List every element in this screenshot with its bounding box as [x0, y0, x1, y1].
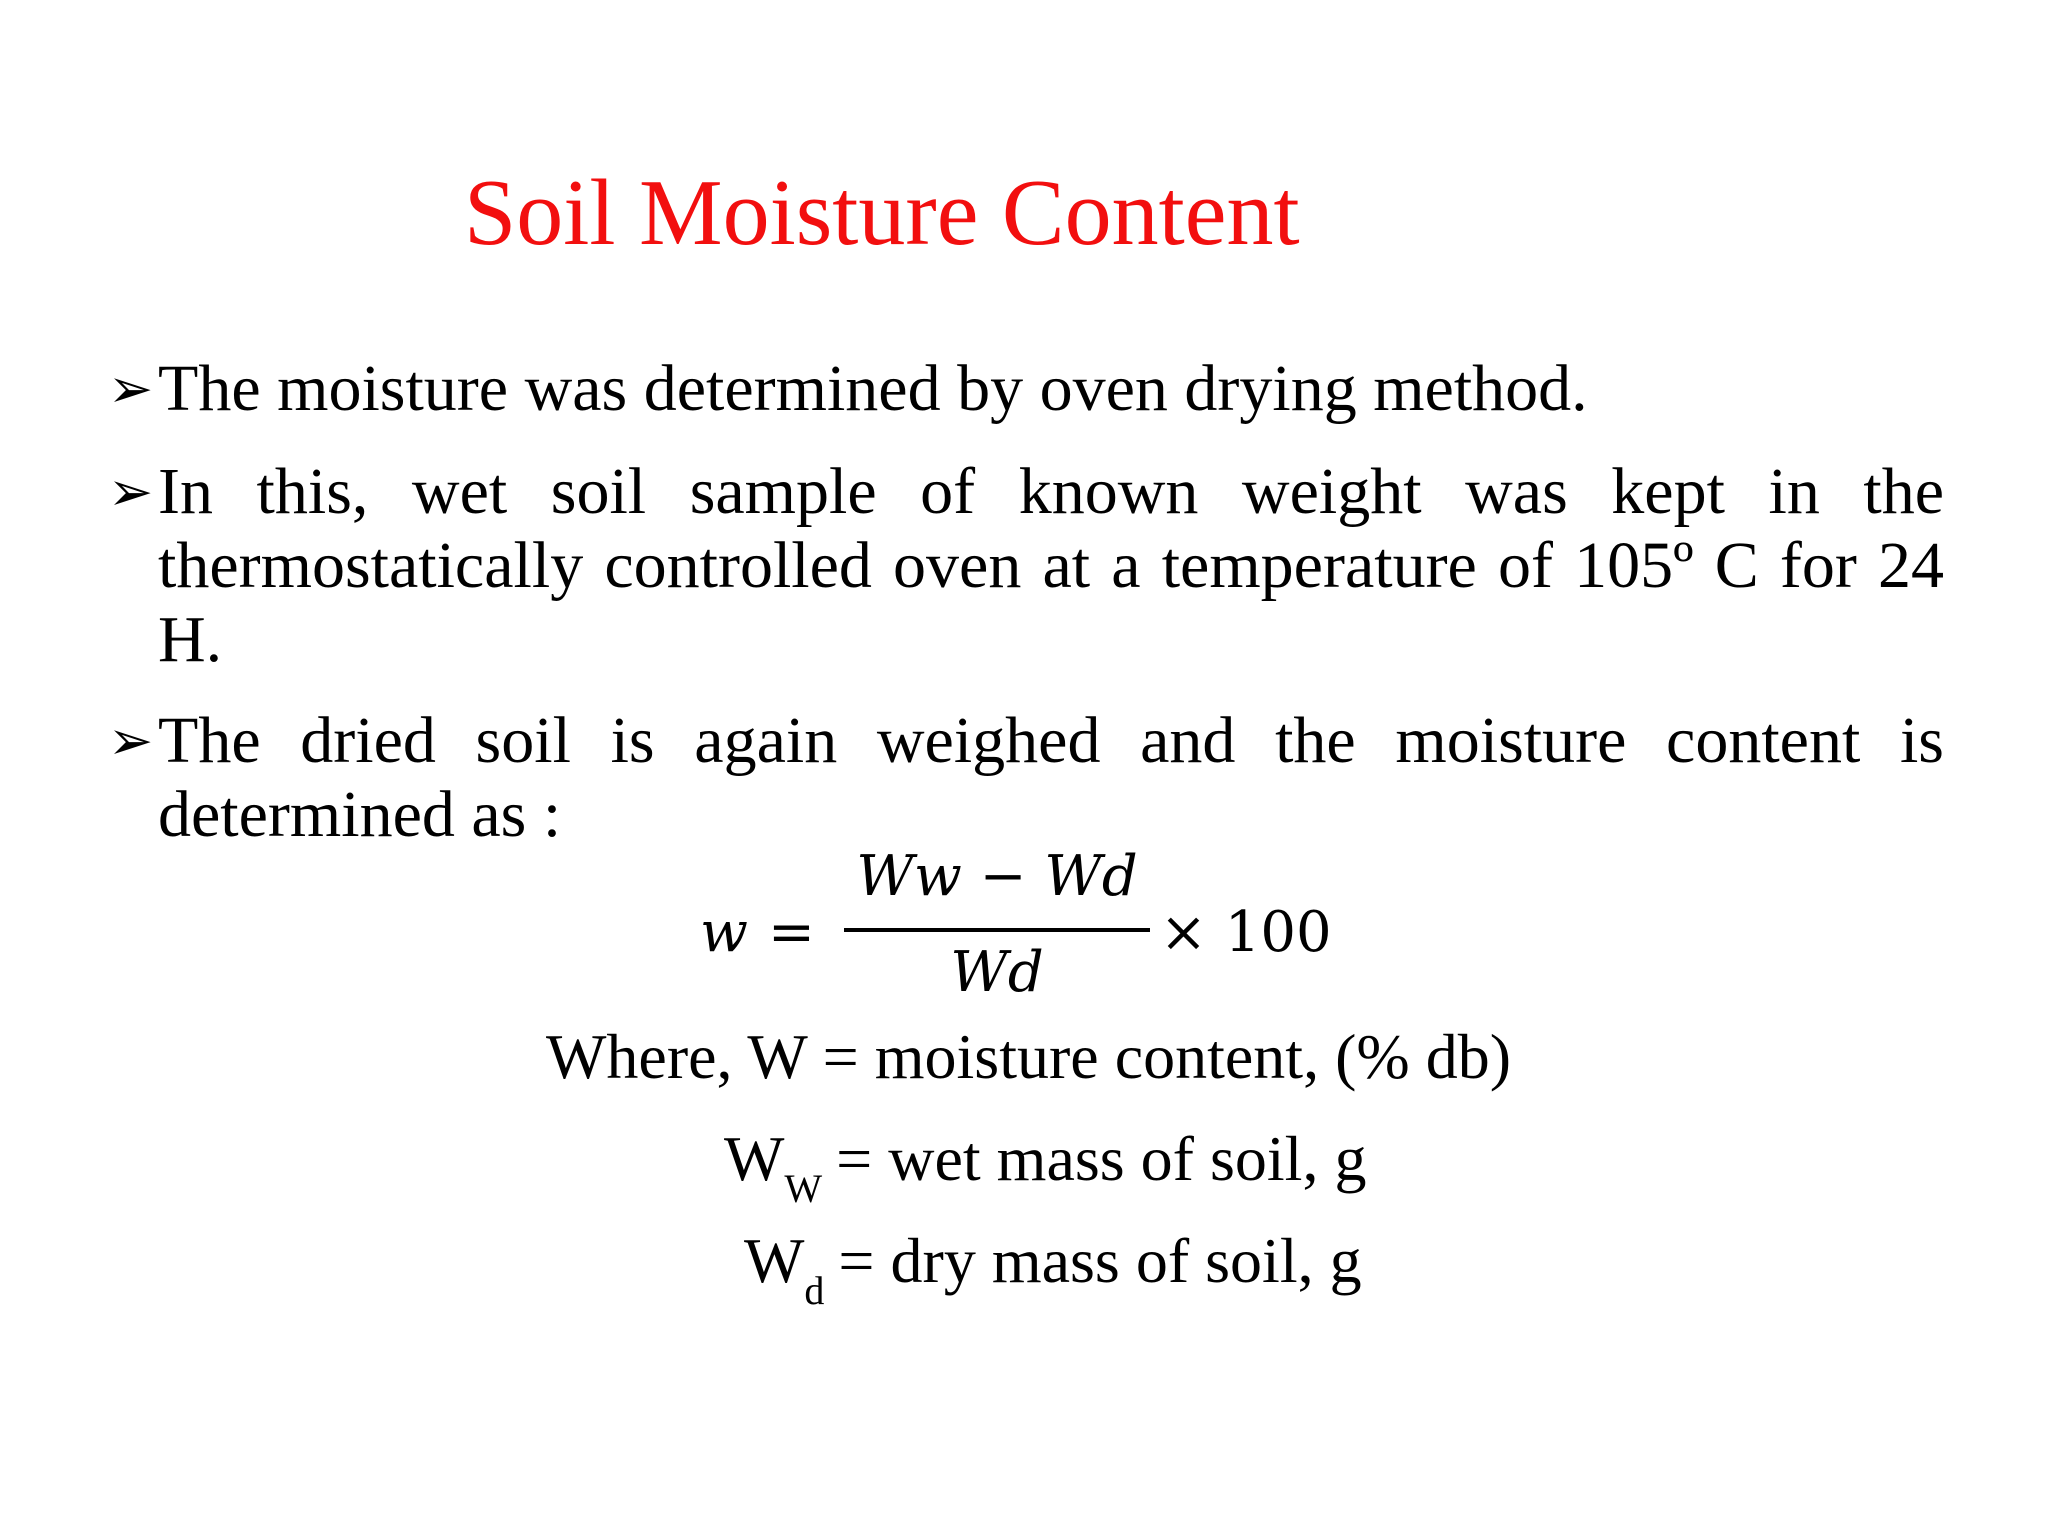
moisture-formula — [700, 842, 1360, 1012]
bullet-text: The moisture was determined by oven drying method. — [158, 352, 1588, 425]
definition-dry-mass — [744, 1224, 1362, 1313]
definition-symbol: W — [744, 1225, 805, 1296]
definition-moisture-content — [546, 1020, 1511, 1094]
bullet-item — [108, 455, 1944, 677]
formula-multiplier: × 100 — [1160, 900, 1332, 965]
definition-subscript: d — [804, 1268, 825, 1313]
definition-text: = wet mass of soil, g — [836, 1123, 1367, 1194]
definition-symbol: W — [724, 1123, 785, 1194]
arrow-bullet-icon: ➢ — [108, 460, 154, 523]
formula-lhs: w — [700, 900, 748, 965]
formula-numerator: Ww − Wd — [856, 844, 1138, 909]
bullet-text: The dried soil is again weighed and the moisture content is determined as : — [158, 704, 1944, 851]
arrow-bullet-icon: ➢ — [108, 357, 154, 420]
arrow-bullet-icon: ➢ — [108, 709, 154, 772]
formula-equals: = — [768, 900, 815, 965]
definition-subscript: W — [784, 1166, 823, 1211]
definition-text: = dry mass of soil, g — [838, 1225, 1362, 1296]
bullet-item — [108, 704, 1944, 852]
bullet-item — [108, 352, 1944, 426]
fraction-bar — [844, 928, 1150, 932]
definition-wet-mass — [724, 1122, 1367, 1211]
formula-denominator: Wd — [950, 940, 1044, 1005]
slide-title: Soil Moisture Content — [464, 161, 1300, 265]
definition-text: Where, W = moisture content, (% db) — [546, 1021, 1511, 1092]
bullet-text: In this, wet soil sample of known weight was kept in the thermostatically controlled oven at a temperature of 105º C for 24 H. — [158, 455, 1944, 676]
